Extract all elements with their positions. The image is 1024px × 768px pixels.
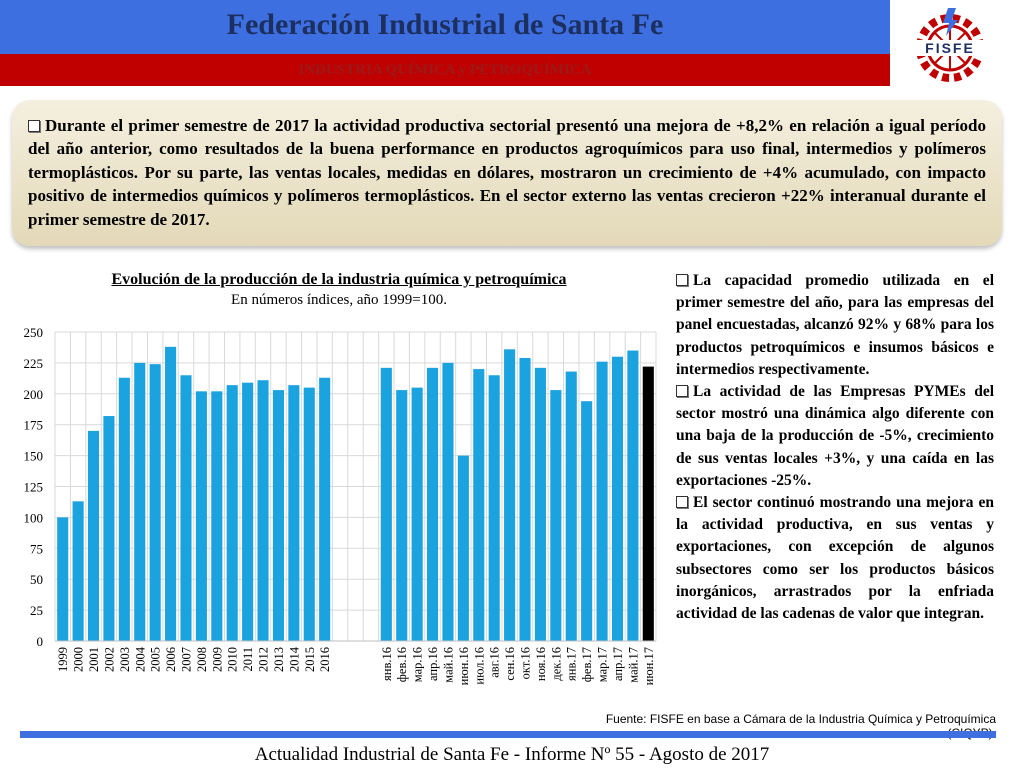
x-tick-label: 2008 (194, 647, 209, 672)
bar (242, 383, 253, 641)
x-tick-label: 2000 (71, 647, 86, 672)
y-tick-label: 25 (30, 603, 43, 619)
x-tick-label: 2006 (164, 647, 179, 672)
x-tick-label: 2016 (318, 647, 333, 672)
x-tick-label: 2004 (133, 647, 148, 672)
y-tick-label: 50 (30, 572, 43, 588)
x-tick-label: май.16 (441, 647, 456, 683)
checkbox-bullet-icon (676, 496, 688, 508)
bullet-text: La capacidad promedio utilizada en el primer semestre del año, para las empresas del panel encuestadas, alcanzó 92% y 68% para los productos petroquímicos e insumos básicos e intermedios respectivamente. (676, 272, 994, 378)
bar (319, 378, 330, 641)
summary-paragraph (28, 114, 986, 231)
bar (458, 456, 469, 641)
bar (504, 349, 515, 641)
x-tick-label: 2015 (302, 647, 317, 672)
x-tick-label: июн.16 (456, 647, 471, 686)
bar (535, 368, 546, 641)
footer-divider (20, 731, 996, 738)
bar (427, 368, 438, 641)
x-tick-label: апр.16 (426, 647, 441, 681)
footer-text: Actualidad Industrial de Santa Fe - Informe Nº 55 - Agosto de 2017 (254, 744, 770, 765)
x-tick-label: янв.16 (379, 647, 394, 681)
bar (597, 362, 608, 641)
x-tick-label: сен.16 (503, 647, 518, 681)
bar (165, 347, 176, 641)
bar (57, 517, 68, 641)
bullet-item (676, 270, 994, 381)
bar (304, 388, 315, 641)
x-tick-label: 2010 (225, 647, 240, 672)
x-tick-label: 2003 (117, 647, 132, 672)
bar (381, 368, 392, 641)
x-tick-label: мар.17 (595, 647, 610, 683)
y-tick-label: 75 (30, 541, 43, 557)
checkbox-bullet-icon (28, 120, 40, 132)
bullet-text: El sector continuó mostrando una mejora en la actividad productiva, en sus ventas y exportaciones, con excepción de algunos subsectores como ser los productos básicos inorgánicos, arrastrados por la enfriada actividad de las cadenas de valor que integran. (676, 494, 994, 623)
bar (489, 375, 500, 641)
x-tick-label: 2013 (271, 647, 286, 672)
bar (150, 364, 161, 641)
bar (119, 378, 130, 641)
x-tick-label: 2011 (241, 647, 256, 672)
bar (396, 390, 407, 641)
x-tick-label: 2002 (102, 647, 117, 672)
production-bar-chart (0, 318, 665, 718)
x-tick-label: 2007 (179, 647, 194, 672)
summary-text: Durante el primer semestre de 2017 la actividad productiva sectorial presentó una mejora de +8,2% en relación a igual período del año anterior, como resultados de la buena performance en productos agroquímicos para uso final, intermedios y polímeros termoplásticos. Por su parte, las ventas locales, medidas en dólares, mostraron un crecimiento de +4% acumulado, con impacto positivo de intermedios químicos y polímeros termoplásticos. En el sector externo las ventas crecieron +22% interanual durante el primer semestre de 2017. (28, 116, 986, 229)
x-tick-label: фев.17 (580, 647, 595, 683)
bar (103, 416, 114, 641)
bar (550, 390, 561, 641)
y-tick-label: 250 (23, 325, 43, 340)
bar (73, 501, 84, 641)
bar (257, 380, 268, 641)
bar (473, 369, 484, 641)
source-note: Fuente: FISFE en base a Cámara de la Industria Química y Petroquímica (605, 712, 996, 726)
bar (581, 401, 592, 641)
x-tick-label: апр.17 (610, 647, 625, 681)
bar (227, 385, 238, 641)
right-column (676, 270, 994, 625)
x-tick-label: окт.16 (518, 647, 533, 680)
x-tick-label: фев.16 (395, 647, 410, 683)
y-tick-label: 225 (23, 355, 43, 371)
chart-subtitle: En números índices, año 1999=100. (231, 292, 447, 308)
x-tick-label: 2001 (87, 647, 102, 672)
x-tick-label: авг.16 (487, 647, 502, 678)
checkbox-bullet-icon (676, 385, 688, 397)
bar (566, 372, 577, 641)
x-tick-label: 2009 (210, 647, 225, 672)
bar (88, 431, 99, 641)
bar (211, 391, 222, 641)
bar (196, 391, 207, 641)
bullet-item (676, 492, 994, 625)
y-tick-label: 0 (36, 634, 43, 649)
checkbox-bullet-icon (676, 274, 688, 286)
bar (612, 357, 623, 641)
x-tick-label: июн.17 (641, 647, 656, 686)
bullet-item (676, 381, 994, 492)
x-tick-label: янв.17 (564, 647, 579, 681)
x-tick-label: 2014 (287, 647, 302, 672)
x-tick-label: 2005 (148, 647, 163, 672)
x-tick-label: мар.16 (410, 647, 425, 683)
x-tick-label: июл.16 (472, 647, 487, 685)
bullet-text: La actividad de las Empresas PYMEs del sector mostró una dinámica algo diferente con una baja de la producción de -5%, crecimiento de sus ventas locales +3%, y una caída en las exportaciones -25%. (676, 383, 994, 489)
page-title: Federación Industrial de Santa Fe (226, 8, 664, 41)
bar (288, 385, 299, 641)
bar (519, 358, 530, 641)
fisfe-logo (900, 6, 1000, 86)
y-tick-label: 175 (23, 417, 43, 433)
summary-box (12, 100, 1002, 246)
bar (442, 363, 453, 641)
chart-title: Evolución de la producción de la industria química y petroquímica (111, 271, 567, 288)
x-tick-label: ноя.16 (533, 647, 548, 682)
y-tick-label: 125 (23, 479, 43, 495)
x-tick-label: 1999 (56, 647, 71, 672)
bar (273, 390, 284, 641)
bar (180, 375, 191, 641)
y-tick-label: 150 (23, 448, 43, 464)
x-tick-label: дек.16 (549, 647, 564, 681)
logo-text: FISFE (925, 40, 975, 56)
x-tick-label: май.17 (626, 647, 641, 683)
bar (643, 367, 654, 641)
y-tick-label: 100 (23, 510, 43, 526)
bar (412, 388, 423, 641)
bar (134, 363, 145, 641)
y-tick-label: 200 (23, 386, 43, 402)
page-subtitle: INDUSTRIA QUÍMICA y PETROQUÍMICA (298, 62, 592, 78)
bar (627, 351, 638, 641)
x-tick-label: 2012 (256, 647, 271, 672)
